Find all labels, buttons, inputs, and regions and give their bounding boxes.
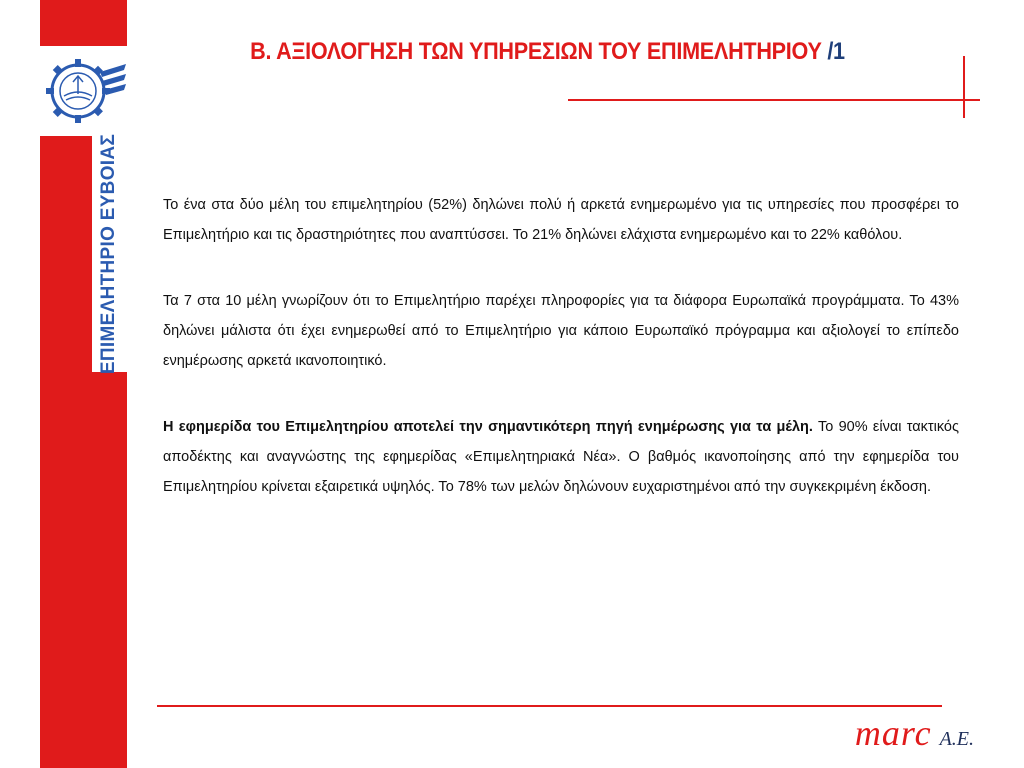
- brand-suffix: Α.Ε.: [939, 728, 974, 750]
- paragraph-3-lead: Η εφημερίδα του Επιμελητηρίου αποτελεί την σημαντικότερη πηγή ενημέρωσης για τα μέλη.: [163, 419, 813, 435]
- sidebar-vertical-label: ΕΠΙΜΕΛΗΤΗΡΙΟ ΕΥΒΟΙΑΣ: [98, 133, 119, 375]
- sidebar-top-block: [40, 0, 127, 46]
- page-title-number: /1: [827, 38, 845, 65]
- paragraph-3-body: Το 90% είναι τακτικός αποδέκτης και αναγνώστης της εφημερίδας «Επιμελητηριακά Νέα». Ο βαθμός ικανοποίησης από την εφημερίδα του Επιμελητηρίου κρίνεται εξαιρετικά υψηλός. Το 78% των μελών δηλώνουν ευχαριστημένοι από την συγκεκριμένη έκδοση.: [163, 419, 959, 495]
- header-horizontal-rule: [568, 99, 980, 101]
- footer-brand: [855, 712, 974, 754]
- paragraph-1: Το ένα στα δύο μέλη του επιμελητηρίου (52%) δηλώνει πολύ ή αρκετά ενημερωμένο για τις υπηρεσίες που προσφέρει το Επιμελητήριο και τις δραστηριότητες που αναπτύσσει. Το 21% δηλώνει ελάχιστα ενημερωμένο και το 22% καθόλου.: [163, 197, 959, 243]
- page-title: [181, 38, 915, 66]
- paragraph-3: [163, 412, 959, 502]
- paragraph-2: Τα 7 στα 10 μέλη γνωρίζουν ότι το Επιμελητήριο παρέχει πληροφορίες για τα διάφορα Ευρωπαϊκά προγράμματα. Το 43% δηλώνει μάλιστα ότι έχει ενημερωθεί από το Επιμελητήριο για κάποιο Ευρωπαϊκό πρόγραμμα και αξιολογεί το επίπεδο ενημέρωσης αρκετά ικανοποιητικό.: [163, 293, 959, 369]
- chamber-gear-emblem-icon: [40, 50, 127, 132]
- page-title-text: Β. ΑΞΙΟΛΟΓΗΣΗ ΤΩΝ ΥΠΗΡΕΣΙΩΝ ΤΟΥ ΕΠΙΜΕΛΗΤΗΡΙΟΥ: [250, 38, 822, 65]
- footer-rule: [157, 705, 942, 707]
- header-vertical-rule: [963, 56, 965, 118]
- body-content: [163, 190, 959, 538]
- brand-logo-text: marc: [854, 713, 932, 753]
- chamber-logo: [40, 50, 127, 132]
